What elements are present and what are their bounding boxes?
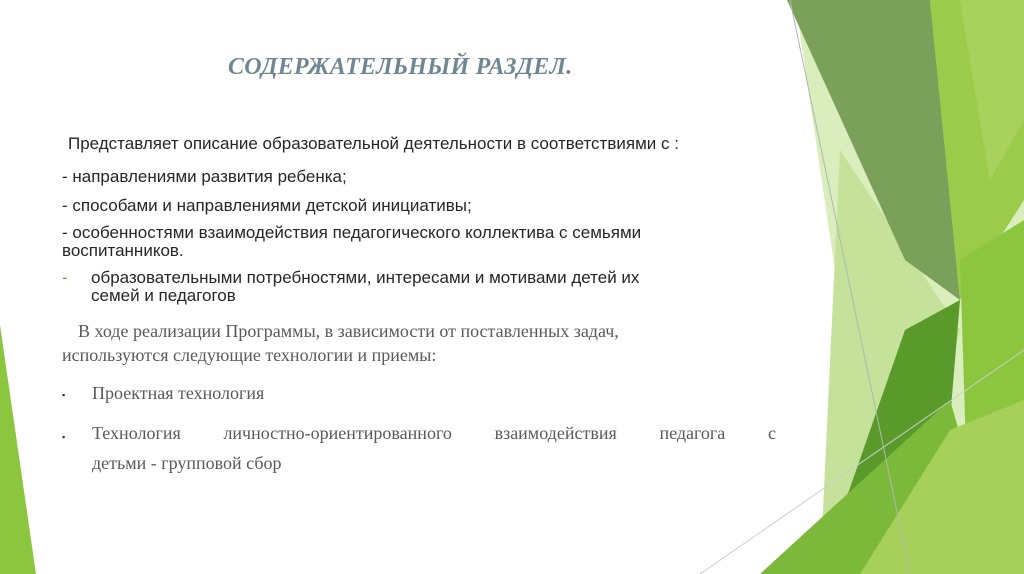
list-item-continuation: воспитанников. (62, 241, 184, 260)
list-item: - особенностями взаимодействия педагогического коллектива с семьями (62, 223, 642, 242)
word: педагога (659, 423, 726, 443)
word: с (767, 423, 776, 443)
justified-line (92, 422, 776, 444)
bullet-item-text-continuation: детьми - групповой сбор (92, 453, 282, 473)
paragraph-line: используются следующие технологии и приемы: (62, 345, 437, 365)
bullet-marker: ▪ (62, 390, 66, 400)
list-item: - способами и направлениями детской инициативы; (62, 196, 472, 215)
paragraph-line: В ходе реализации Программы, в зависимости от поставленных задач, (78, 321, 619, 341)
dash-item-text-continuation: семей и педагогов (91, 286, 236, 305)
left-edge-triangle (0, 325, 36, 574)
word: взаимодействия (494, 423, 617, 443)
word: личностно-ориентированного (223, 423, 452, 443)
bullet-item-text: Проектная технология (92, 383, 265, 403)
bullet-marker: ▪ (62, 432, 66, 442)
intro-text: Представляет описание образовательной деятельности в соответствиями с : (68, 134, 679, 153)
bullet-item-text (92, 422, 776, 444)
slide-title: СОДЕРЖАТЕЛЬНЫЙ РАЗДЕЛ. (228, 54, 573, 80)
word: Технология (92, 423, 181, 443)
dash-marker: - (62, 268, 68, 287)
dash-item-text: образовательными потребностями, интересами и мотивами детей их (91, 268, 640, 287)
list-item: - направлениями развития ребенка; (62, 167, 347, 186)
